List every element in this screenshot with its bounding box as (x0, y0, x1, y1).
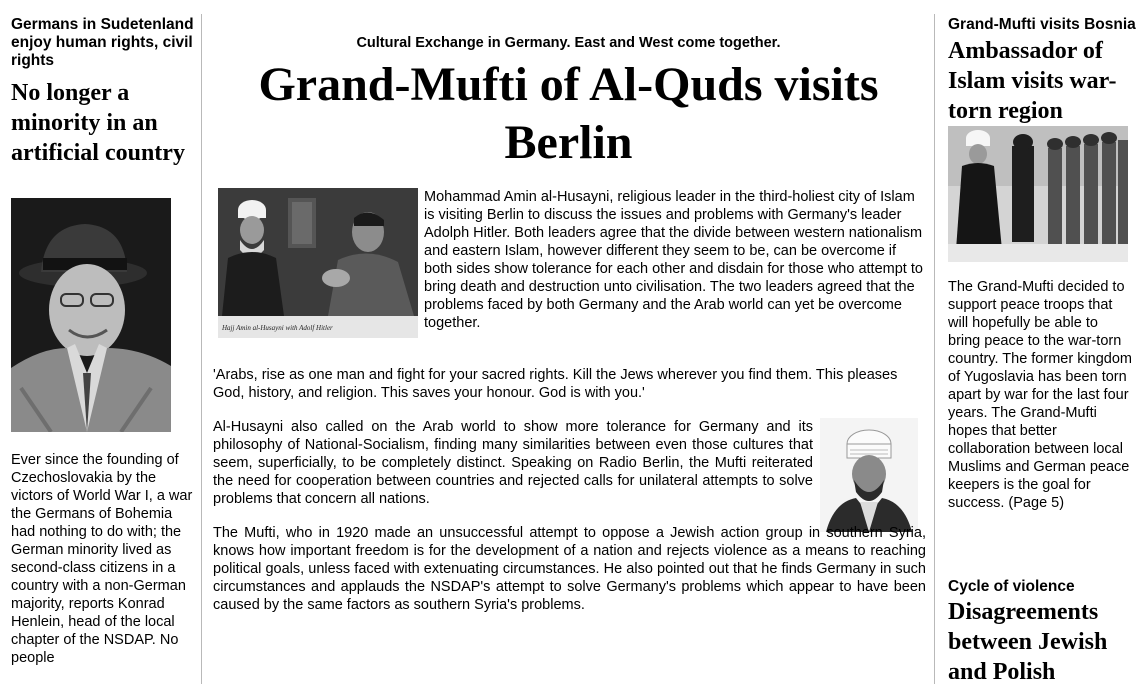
right-headline-2: Disagreements between Jewish and Polish (948, 599, 1108, 685)
right-headline-1: Ambassador of Islam visits war-torn region (948, 38, 1117, 124)
right-kicker-2: Cycle of violence (948, 578, 1075, 595)
center-kicker: Cultural Exchange in Germany. East and West come together. (356, 35, 781, 51)
bosnia-troops-photo-image (948, 126, 1128, 262)
henlein-photo-image (11, 198, 171, 432)
henlein-photo (11, 198, 171, 432)
left-body: Ever since the founding of Czechoslovakia by the victors of World War I, a war the Germans of Bohemia had nothing to do with; the German minority lived as second-class citizens in a country with a non-German majority, reports Konrad Henlein, head of the local chapter of the NSDAP. No people (11, 452, 193, 666)
mufti-portrait (820, 418, 918, 532)
mufti-hitler-photo (218, 188, 418, 338)
center-headline: Grand-Mufti of Al-Quds visits Berlin (258, 58, 879, 169)
mufti-hitler-caption: Hajj Amin al-Husayni with Adolf Hitler (222, 324, 333, 332)
mufti-hitler-photo-image (218, 188, 418, 338)
center-quote: 'Arabs, rise as one man and fight for your sacred rights. Kill the Jews wherever you find them. This pleases God, history, and religion. This saves your honour. God is with you.' (213, 367, 898, 401)
left-headline: No longer a minority in an artificial country (11, 80, 185, 166)
column-rule-left (201, 14, 202, 684)
right-kicker-1: Grand-Mufti visits Bosnia (948, 16, 1136, 33)
center-para-2: Al-Husayni also called on the Arab world to show more tolerance for Germany and its philosophy of National-Socialism, finding many similarities between even those cultures that seem, superficially, to be completely distinct. Speaking on Radio Berlin, the Mufti reiterated the need for cooperation between countries and rejected calls for unilateral attempts to solve problems that concern all nations. (213, 419, 813, 507)
right-body-1: The Grand-Mufti decided to support peace troops that will hopefully be able to bring peace to the war-torn country. The former kingdom of Yugoslavia has been torn apart by war for the last four years. The Grand-Mufti hopes that better collaboration between local Muslims and German peace keepers is the goal for success. (Page 5) (948, 279, 1133, 511)
column-rule-right (934, 14, 935, 684)
bosnia-troops-photo (948, 126, 1128, 262)
mufti-portrait-image (820, 418, 918, 532)
center-para-1: Mohammad Amin al-Husayni, religious leader in the third-holiest city of Islam is visiting Berlin to discuss the issues and problems with Germany's leader Adolph Hitler. Both leaders agree that the divide between western nationalism and eastern Islam, however different they seem to be, can be overcome if both sides show tolerance for each other and disdain for those who attempt to bring death and destruction unto civilisation. The two leaders agreed that the problems faced by both Germany and the Arab world can yet be overcome together. (424, 189, 923, 331)
left-kicker: Germans in Sudetenland enjoy human rights, civil rights (11, 16, 194, 69)
center-para-3: The Mufti, who in 1920 made an unsuccessful attempt to oppose a Jewish action group in southern Syria, knows how important freedom is for the development of a nation and rejects violence as a means to reaching political goals, unless faced with extenuating circumstances. He also pointed out that he finds Germany in such circumstances and applauds the NSDAP's attempt to solve Germany's problems which appear to have been caused by the same factors as southern Syria's problems. (213, 525, 926, 613)
